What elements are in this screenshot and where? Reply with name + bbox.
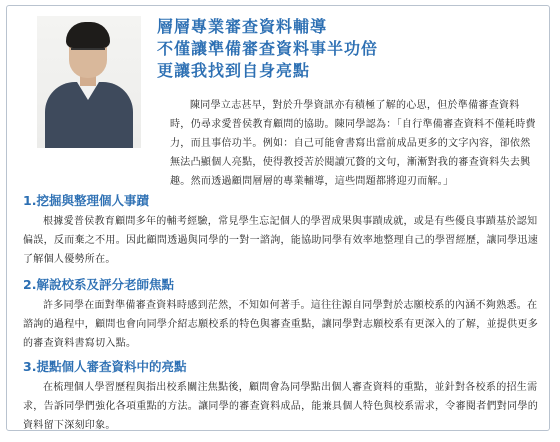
intro-paragraph: 陳同學立志甚早，對於升學資訊亦有積極了解的心思，但於準備審查資料時，仍尋求愛普侯教育顧問的協助。陳同學認為：「自行準備審查資料不僅耗時費力，而且事倍功半。例如：自己可能會書寫出當前成品更多的文字內容，卻依然無法凸顯個人亮點，使得教授苦於閱讀冗贅的文句，漸漸對我的審查資料失去興趣。然而透過顧問層層的專業輔導，這些問題都將迎刃而解。」 [170,100,536,187]
testimonial-card [6,5,550,431]
section-body: 根據愛普侯教育顧問多年的輔考經驗，常見學生忘記個人的學習成果與事蹟成就，或是有些優良事蹟基於認知偏誤，反而棄之不用。因此顧問透過與同學的一對一諮詢，能協助同學有效率地整理自己的學習經歷，讓同學迅速了解個人優勢所在。 [23,216,538,265]
section-dig-achievements [23,192,541,269]
section-body: 許多同學在面對準備審查資料時感到茫然，不知如何著手。這往往源自同學對於志願校系的內涵不夠熟悉。在諮詢的過程中，顧問也會向同學介紹志願校系的特色與審查重點，讓同學對志願校系有更深入的了解，並提供更多的審查資料書寫切入點。 [23,300,538,349]
section-title: 3.提點個人審查資料中的亮點 [23,359,187,374]
section-highlight-points [23,358,541,435]
photo-hair [66,22,110,48]
photo-glasses [71,48,105,58]
section-title: 2.解說校系及評分老師焦點 [23,277,174,292]
student-photo [37,16,141,148]
headline-line-1: 層層專業審查資料輔導 [157,17,328,36]
section-body: 在梳理個人學習歷程與指出校系關注焦點後，顧問會為同學點出個人審查資料的重點，並針對各校系的招生需求，告訴同學們強化各項重點的方法。讓同學的審查資料成品，能兼具個人特色與校系需求，令審閱者們對同學的資料留下深刻印象。 [23,382,538,431]
headline-line-3: 更讓我找到自身亮點 [157,61,311,80]
headline-line-2: 不僅讓準備審查資料事半功倍 [157,39,379,58]
section-explain-departments [23,276,541,353]
headline [157,16,537,82]
section-title: 1.挖掘與整理個人事蹟 [23,193,149,208]
